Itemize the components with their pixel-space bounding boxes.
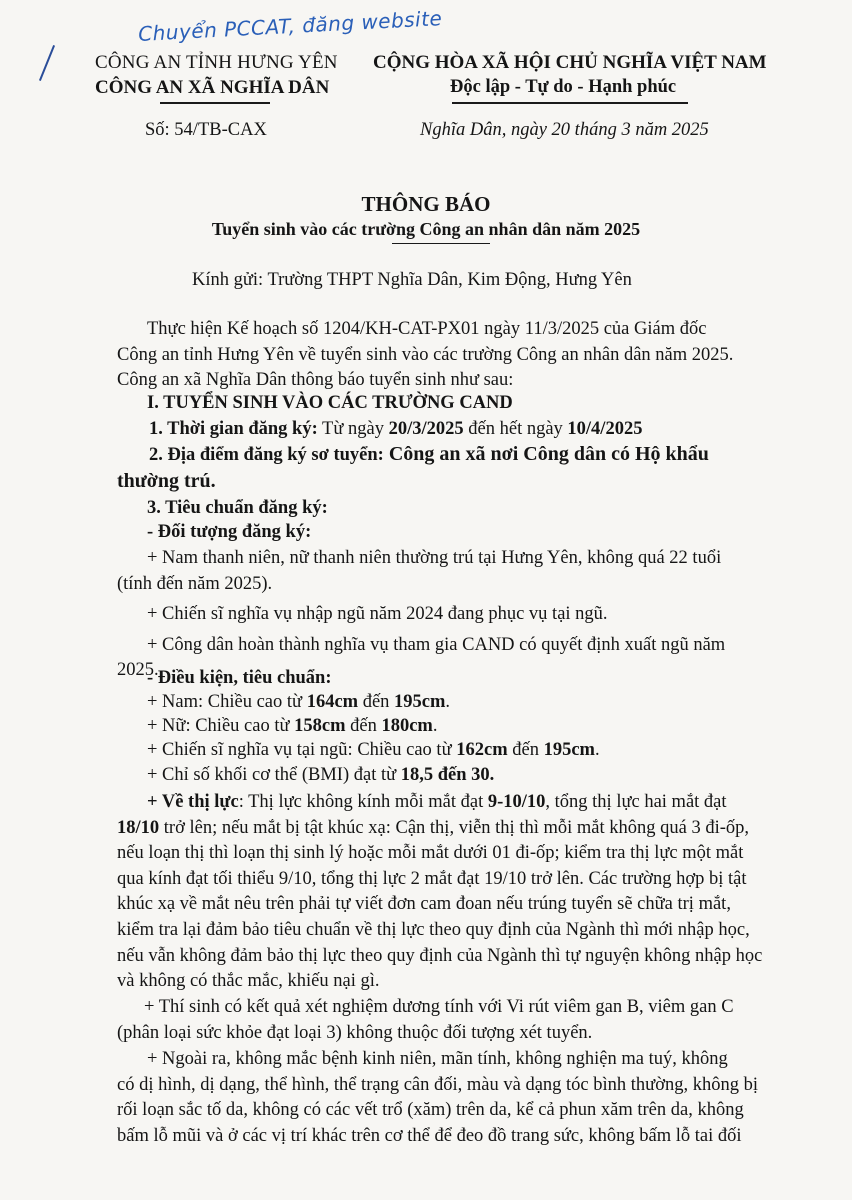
pen-mark xyxy=(39,45,55,81)
eyesight-line: qua kính đạt tối thiểu 9/10, tổng thị lực 2 mắt đạt 19/10 trở lên. Các trường hợp bị tật xyxy=(117,868,747,889)
intro-line: Công an tỉnh Hưng Yên về tuyển sinh vào các trường Công an nhân dân năm 2025. xyxy=(117,344,734,365)
registration-place xyxy=(149,443,709,466)
handwritten-note: Chuyển PCCAT, đăng website xyxy=(137,6,443,46)
national-title: CỘNG HÒA XÃ HỘI CHỦ NGHĨA VIỆT NAM xyxy=(373,52,767,73)
start-date: 20/3/2025 xyxy=(388,419,464,439)
eyesight-line: 18/10 trở lên; nếu mắt bị tật khúc xạ: Cận thị, viễn thị thì mỗi mắt không quá 3 đi-ốp, xyxy=(117,817,750,838)
conditions-line: rối loạn sắc tố da, không có các vết trổ (xăm) trên da, kể cả phun xăm trên da, không xyxy=(117,1100,744,1121)
height-male: + Nam: Chiều cao từ 164cm đến 195cm. xyxy=(147,692,451,712)
item-label: 2. Địa điểm đăng ký sơ tuyển: xyxy=(149,445,384,465)
registration-time xyxy=(149,419,642,440)
intro-line: Công an xã Nghĩa Dân thông báo tuyển sinh như sau: xyxy=(117,370,514,391)
list-line: + Nam thanh niên, nữ thanh niên thường trú tại Hưng Yên, không quá 22 tuổi xyxy=(147,548,722,568)
item-text: đến hết ngày xyxy=(463,419,568,439)
subheading-dieu-kien: - Điều kiện, tiêu chuẩn: xyxy=(147,668,332,688)
eyesight-line: kiểm tra lại đảm bảo tiêu chuẩn về thị lực theo quy định của Ngành thì mới nhập học, xyxy=(117,919,750,940)
hepatitis-line: + Thí sinh có kết quả xét nghiệm dương tính với Vi rút viêm gan B, viêm gan C xyxy=(144,997,734,1017)
subheading-doi-tuong: - Đối tượng đăng ký: xyxy=(147,522,312,542)
document-number: Số: 54/TB-CAX xyxy=(145,120,267,140)
document-date: Nghĩa Dân, ngày 20 tháng 3 năm 2025 xyxy=(420,120,709,140)
conditions-line: + Ngoài ra, không mắc bệnh kinh niên, mãn tính, không nghiện ma tuý, không xyxy=(147,1049,728,1069)
height-female: + Nữ: Chiều cao từ 158cm đến 180cm. xyxy=(147,716,438,736)
document-title: THÔNG BÁO xyxy=(361,192,491,216)
agency-underline xyxy=(160,102,270,104)
other-conditions-paragraph xyxy=(117,1047,789,1149)
eyesight-line: nếu vẫn không đảm bảo thị lực theo quy định của Ngành thì tự nguyện không nhập học xyxy=(117,945,763,966)
eyesight-paragraph xyxy=(117,790,789,995)
eyesight-line: và không có thắc mắc, khiếu nại gì. xyxy=(117,971,380,992)
motto-underline xyxy=(452,102,688,104)
eyesight-line: + Về thị lực: Thị lực không kính mỗi mắt đạt 9-10/10, tổng thị lực hai mắt đạt xyxy=(147,792,727,812)
eyesight-line: khúc xạ về mắt nêu trên phải tự viết đơn cam đoan nếu trúng tuyển sẽ chữa trị mắt, xyxy=(117,894,731,915)
conditions-line: bấm lỗ mũi và ở các vị trí khác trên cơ thể để đeo đồ trang sức, không bấm lỗ tai đối xyxy=(117,1125,742,1146)
agency-name: CÔNG AN XÃ NGHĨA DÂN xyxy=(95,77,330,98)
item-label: 1. Thời gian đăng ký: xyxy=(149,419,318,439)
hepatitis-paragraph xyxy=(117,995,789,1046)
national-motto: Độc lập - Tự do - Hạnh phúc xyxy=(450,77,677,97)
doi-tuong-list xyxy=(117,546,789,684)
document-subtitle: Tuyển sinh vào các trường Công an nhân dân năm 2025 xyxy=(211,219,641,239)
bmi-criterion: + Chỉ số khối cơ thể (BMI) đạt từ 18,5 đến 30. xyxy=(147,765,495,785)
intro-paragraph xyxy=(117,317,789,394)
conditions-line: có dị hình, dị dạng, thể hình, thể trạng cân đối, màu và dạng tóc bình thường, không bị xyxy=(117,1074,758,1095)
end-date: 10/4/2025 xyxy=(567,419,643,439)
agency-parent: CÔNG AN TỈNH HƯNG YÊN xyxy=(95,52,338,73)
item-text: Công an xã nơi Công dân có Hộ khẩu xyxy=(383,443,709,465)
list-line: + Công dân hoàn thành nghĩa vụ tham gia CAND có quyết định xuất ngũ năm xyxy=(147,634,726,655)
height-soldier: + Chiến sĩ nghĩa vụ tại ngũ: Chiều cao từ 162cm đến 195cm. xyxy=(147,740,600,760)
section-heading: I. TUYỂN SINH VÀO CÁC TRƯỜNG CAND xyxy=(147,393,513,413)
list-line: + Chiến sĩ nghĩa vụ nhập ngũ năm 2024 đang phục vụ tại ngũ. xyxy=(147,604,608,625)
item-heading: 3. Tiêu chuẩn đăng ký: xyxy=(147,498,328,518)
list-line: (tính đến năm 2025). xyxy=(117,573,273,594)
hepatitis-line: (phân loại sức khỏe đạt loại 3) không thuộc đối tượng xét tuyển. xyxy=(117,1022,593,1043)
registration-place-cont: thường trú. xyxy=(117,470,216,492)
eyesight-line: nếu loạn thị thì loạn thị sinh lý hoặc mỗi mắt dưới 01 đi-ốp; kiểm tra thị lực một mắt xyxy=(117,843,744,864)
intro-line: Thực hiện Kế hoạch số 1204/KH-CAT-PX01 ngày 11/3/2025 của Giám đốc xyxy=(147,319,707,339)
item-text: Từ ngày xyxy=(317,419,389,439)
subtitle-underline xyxy=(392,243,490,244)
recipient: Kính gửi: Trường THPT Nghĩa Dân, Kim Động, Hưng Yên xyxy=(192,270,632,290)
list-line: 2025. xyxy=(117,660,159,681)
